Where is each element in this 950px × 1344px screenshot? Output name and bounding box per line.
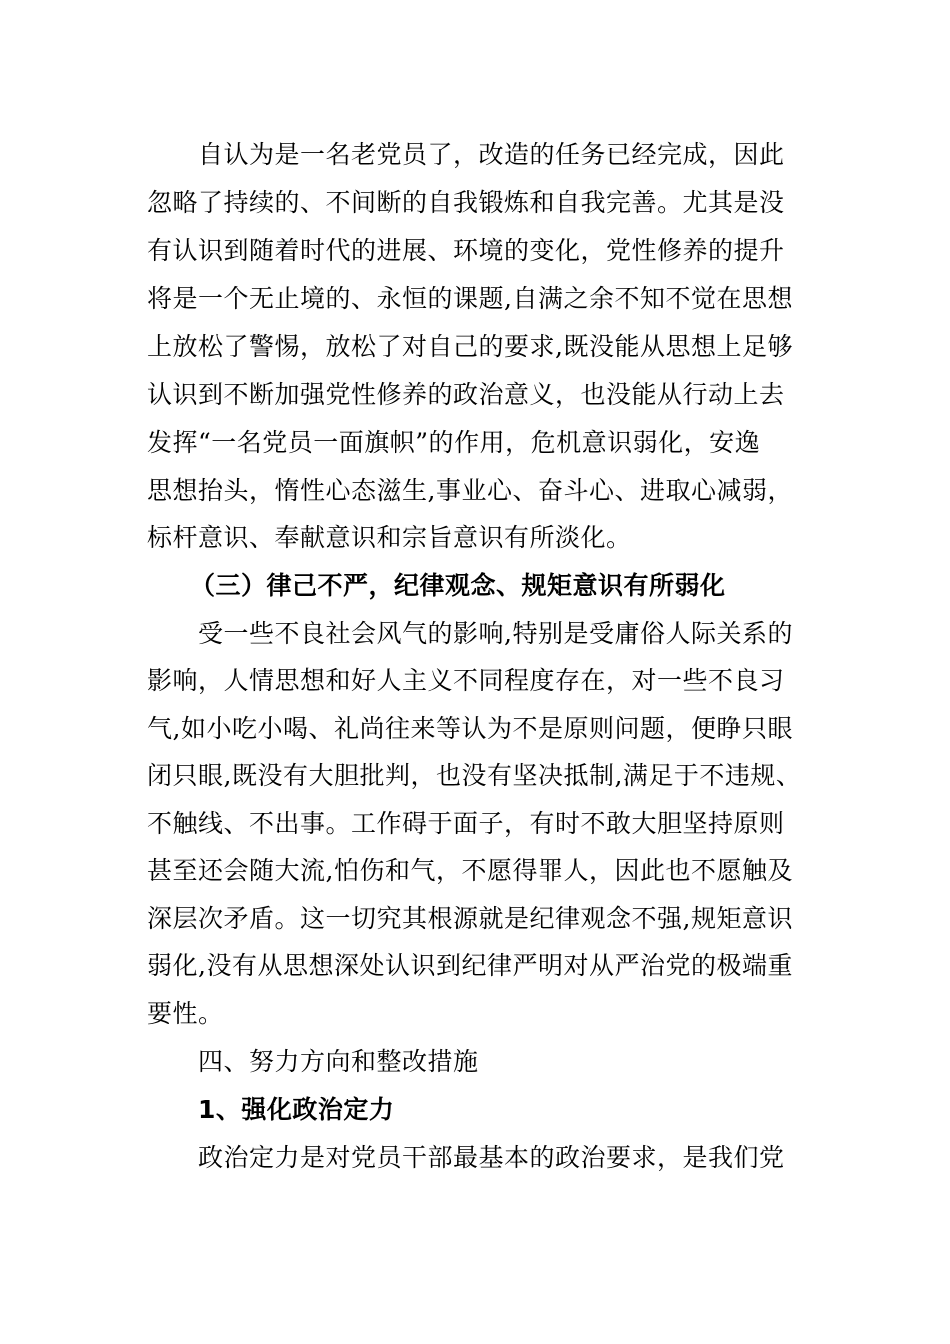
paragraph-line: 发挥“一名党员一面旗帜”的作用，危机意识弱化，安逸 [147, 428, 761, 457]
paragraph-line: 气,如小吃小喝、礼尚往来等认为不是原则问题，便睁只眼 [147, 714, 793, 743]
paragraph-line: 不触线、不出事。工作碍于面子，有时不敢大胆坚持原则 [147, 809, 785, 838]
paragraph-line: 认识到不断加强党性修养的政治意义，也没能从行动上去 [147, 380, 785, 409]
paragraph-line: 闭只眼,既没有大胆批判，也没有坚决抵制,满足于不违规、 [147, 761, 802, 790]
paragraph-line: 影响，人情思想和好人主义不同程度存在，对一些不良习 [147, 666, 785, 695]
paragraph-line: 忽略了持续的、不间断的自我锻炼和自我完善。尤其是没 [147, 188, 785, 217]
paragraph-line: 深层次矛盾。这一切究其根源就是纪律观念不强,规矩意识 [147, 904, 793, 933]
paragraph-line: 受一些不良社会风气的影响,特别是受庸俗人际关系的 [198, 619, 793, 648]
paragraph-line: 标杆意识、奉献意识和宗旨意识有所淡化。 [147, 523, 632, 552]
paragraph-line: 政治定力是对党员干部最基本的政治要求，是我们党 [198, 1143, 785, 1172]
paragraph-line: 将是一个无止境的、永恒的课题,自满之余不知不觉在思想 [147, 284, 793, 313]
paragraph-line: 自认为是一名老党员了，改造的任务已经完成，因此 [198, 140, 785, 169]
paragraph-line: 上放松了警惕，放松了对自己的要求,既没能从思想上足够 [147, 332, 793, 361]
paragraph-line: 弱化,没有从思想深处认识到纪律严明对从严治党的极端重 [147, 951, 793, 980]
paragraph-line: 有认识到随着时代的进展、环境的变化，党性修养的提升 [147, 236, 785, 265]
paragraph-line: 甚至还会随大流,怕伤和气，不愿得罪人，因此也不愿触及 [147, 856, 793, 885]
section-heading: （三）律己不严，纪律观念、规矩意识有所弱化 [190, 571, 726, 600]
paragraph-line: 思想抬头，惰性心态滋生,事业心、奋斗心、进取心减弱， [147, 476, 793, 505]
section-heading: 四、努力方向和整改措施 [198, 1047, 479, 1076]
subsection-heading: 1、强化政治定力 [198, 1095, 395, 1124]
paragraph-line: 要性。 [147, 999, 224, 1028]
